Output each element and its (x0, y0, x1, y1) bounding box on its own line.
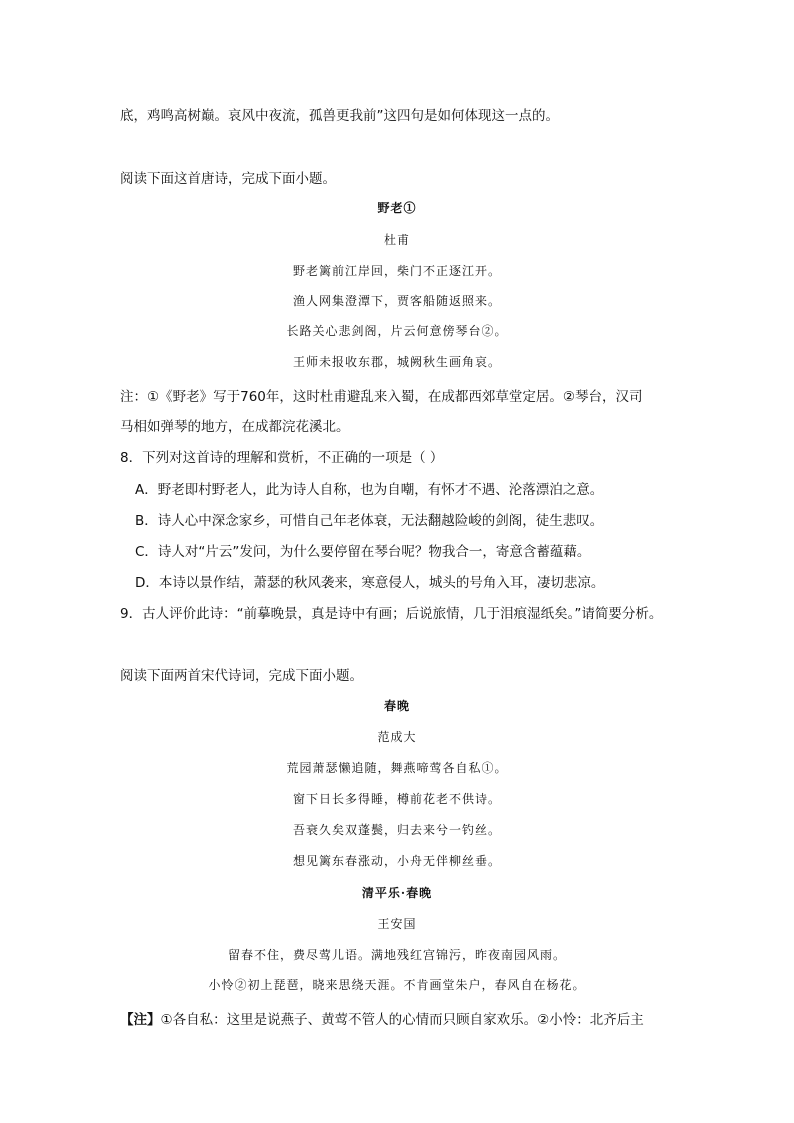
poem-title-chunwan: 春晚 (383, 699, 410, 713)
note-line-2 (120, 1008, 644, 1028)
q8-option-d: D．本诗以景作结，萧瑟的秋风袭来，寒意侵人，城头的号角入耳，凄切悲凉。 (135, 575, 605, 591)
poem-line: 长路关心悲剑阁，片云何意傍琴台②。 (286, 324, 508, 338)
poem-line: 野老篱前江岸回，柴门不正逐江开。 (292, 264, 501, 278)
poem-title-yelao: 野老① (377, 201, 417, 215)
question-9: 9．古人评价此诗：“前摹晚景，真是诗中有画；后说旅情，几于泪痕湿纸矣。”请简要分析。 (120, 606, 663, 622)
question-8: 8．下列对这首诗的理解和赏析，不正确的一项是（ ） (120, 450, 444, 466)
poem-line: 王师未报收东郡，城阙秋生画角哀。 (292, 355, 501, 369)
q8-option-c: C．诗人对“片云”发问，为什么要停留在琴台呢？物我合一，寄意含蓄蕴藉。 (135, 544, 591, 560)
poem-line: 窗下日长多得睡，樽前花老不供诗。 (292, 792, 501, 806)
poem-author-wanganguo: 王安国 (377, 917, 417, 931)
section2-intro: 阅读下面两首宋代诗词，完成下面小题。 (120, 668, 363, 684)
poem-line: 荒园萧瑟懒追随，舞燕啼莺各自私①。 (286, 761, 508, 775)
note-line: 马相如弹琴的地方，在成都浣花溪北。 (120, 419, 350, 435)
poem-title-qingpingle: 清平乐·春晚 (361, 886, 433, 900)
note-text: ①各自私：这里是说燕子、黄莺不管人的心情而只顾自家欢乐。②小怜：北齐后主 (160, 1012, 644, 1028)
poem-author-dufu: 杜甫 (383, 233, 410, 247)
continuation-line: 底，鸡鸣高树巅。哀风中夜流，孤兽更我前”这四句是如何体现这一点的。 (120, 108, 559, 124)
note-line: 注：①《野老》写于760年，这时杜甫避乱来入蜀，在成都西郊草堂定居。②琴台，汉司 (120, 389, 643, 405)
q8-option-b: B．诗人心中深念家乡，可惜自己年老体衰，无法翻越险峻的剑阁，徒生悲叹。 (135, 513, 604, 529)
poem-line: 吾衰久矣双蓬鬓，归去来兮一钓丝。 (292, 823, 501, 837)
poem-line: 留春不住，费尽莺儿语。满地残红宫锦污，昨夜南园风雨。 (227, 948, 566, 962)
section1-intro: 阅读下面这首唐诗，完成下面小题。 (120, 171, 336, 187)
q8-option-a: A．野老即村野老人，此为诗人自称，也为自嘲，有怀才不遇、沦落漂泊之意。 (135, 482, 604, 498)
poem-line: 渔人网集澄潭下，贾客船随返照来。 (292, 294, 501, 308)
poem-line: 想见篱东春涨动，小舟无伴柳丝垂。 (292, 854, 501, 868)
poem-line: 小怜②初上琵琶，晓来思绕天涯。不肯画堂朱户，春风自在杨花。 (208, 978, 586, 992)
note-label: 【注】 (120, 1012, 161, 1028)
poem-author-fanchengda: 范成大 (377, 730, 417, 744)
